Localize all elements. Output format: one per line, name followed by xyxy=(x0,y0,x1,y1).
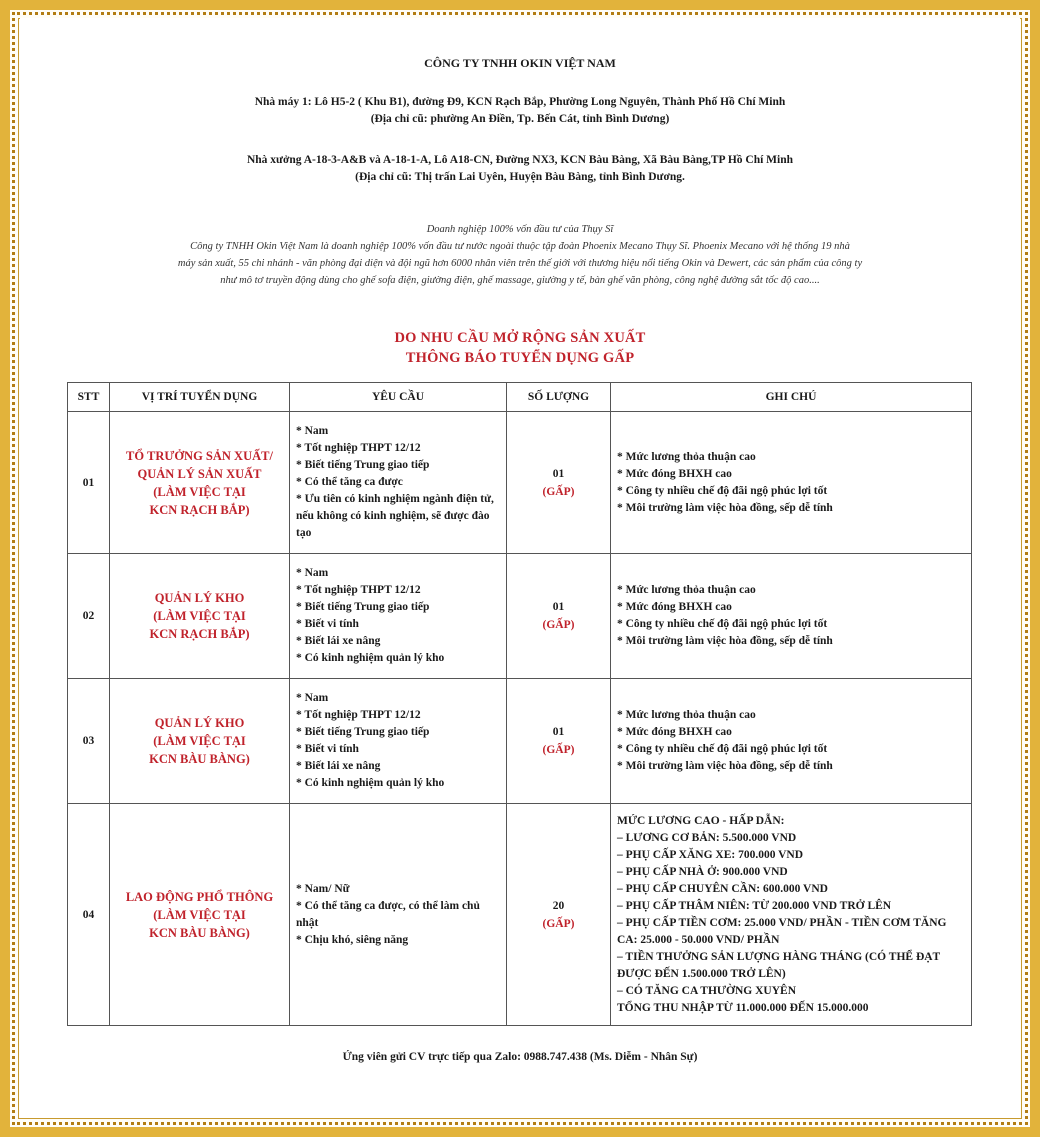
row-stt: 02 xyxy=(68,554,110,679)
requirement-item: * Biết lái xe nâng xyxy=(296,760,381,772)
row-stt: 01 xyxy=(68,412,110,554)
intro-line-2: Công ty TNHH Okin Việt Nam là doanh nghiệp 100% vốn đầu tư nước ngoài thuộc tập đoàn Phoenix Mecano Thụy Sĩ. Phoenix Mecano với hệ thống 19 nhà xyxy=(190,241,850,252)
row-requirements xyxy=(290,554,507,679)
requirement-item: * Nam xyxy=(296,567,329,579)
table-row xyxy=(68,804,972,1026)
requirement-item: * Nam xyxy=(296,425,329,437)
quantity-value: 01 xyxy=(552,601,565,613)
requirement-item: * Chịu khó, siêng năng xyxy=(296,933,409,946)
requirement-item: * Biết tiếng Trung giao tiếp xyxy=(296,726,430,738)
intro-line-3: máy sản xuất, 55 chi nhánh - văn phòng đại diện và đội ngũ hơn 6000 nhân viên trên thế giới với thương hiệu nổi tiếng Okin và Dewert, các sản phẩm của công ty xyxy=(177,258,863,269)
row-quantity xyxy=(507,554,611,679)
header-requirements: YÊU CẦU xyxy=(290,383,507,412)
row-position xyxy=(110,679,290,804)
requirement-item: * Có kinh nghiệm quản lý kho xyxy=(296,652,445,664)
requirement-item: * Ưu tiên có kinh nghiệm ngành điện tử, nếu không có kinh nghiệm, sẽ được đào tạo xyxy=(296,493,494,539)
requirement-item: * Biết lái xe nâng xyxy=(296,635,381,647)
header-quantity: SỐ LƯỢNG xyxy=(507,383,611,412)
row-position xyxy=(110,412,290,554)
note-item: – PHỤ CẤP THÂM NIÊN: TỪ 200.000 VND TRỞ LÊN xyxy=(617,899,892,912)
row-requirements xyxy=(290,679,507,804)
position-line: KCN RẠCH BẮP) xyxy=(149,502,250,517)
requirement-item: * Biết tiếng Trung giao tiếp xyxy=(296,601,430,613)
note-item: * Mức lương thỏa thuận cao xyxy=(617,584,756,596)
intro-line-4: như mô tơ truyền động dùng cho ghế sofa điện, giường điện, ghế massage, giường y tế, bàn ghế văn phòng, công nghệ đường sắt tốc độ cao.... xyxy=(220,275,820,286)
company-introduction xyxy=(60,221,980,289)
note-item: * Công ty nhiều chế độ đãi ngộ phúc lợi tốt xyxy=(617,484,828,497)
intro-line-1: Doanh nghiệp 100% vốn đầu tư của Thụy Sĩ xyxy=(426,224,614,235)
requirement-item: * Có thể tăng ca được, có thể làm chủ nhật xyxy=(296,899,480,929)
urgent-label: (GẤP) xyxy=(542,744,575,756)
requirement-item: * Nam xyxy=(296,692,329,704)
requirement-item: * Có thể tăng ca được xyxy=(296,476,403,488)
table-row xyxy=(68,412,972,554)
row-stt: 04 xyxy=(68,804,110,1026)
table-header-row xyxy=(68,383,972,412)
requirement-item: * Nam/ Nữ xyxy=(296,882,350,895)
note-item: – TIỀN THƯỞNG SẢN LƯỢNG HÀNG THÁNG (CÓ THỂ ĐẠT ĐƯỢC ĐẾN 1.500.000 TRỞ LÊN) xyxy=(617,950,941,980)
position-line: KCN RẠCH BẮP) xyxy=(149,627,250,641)
position-line: QUẢN LÝ KHO xyxy=(154,591,245,605)
job-posting-document xyxy=(20,18,1020,1118)
row-requirements xyxy=(290,412,507,554)
requirement-item: * Biết tiếng Trung giao tiếp xyxy=(296,459,430,471)
factory-2-line-2: (Địa chỉ cũ: Thị trấn Lai Uyên, Huyện Bàu Bàng, tỉnh Bình Dương. xyxy=(355,171,685,183)
job-openings-table xyxy=(67,382,972,1026)
note-item: – PHỤ CẤP CHUYÊN CẦN: 600.000 VND xyxy=(617,882,828,895)
note-item: – CÓ TĂNG CA THƯỜNG XUYÊN xyxy=(617,984,797,997)
table-row xyxy=(68,554,972,679)
urgent-label: (GẤP) xyxy=(542,917,575,930)
note-item: * Công ty nhiều chế độ đãi ngộ phúc lợi tốt xyxy=(617,618,828,630)
note-item: – LƯƠNG CƠ BẢN: 5.500.000 VND xyxy=(617,831,797,844)
urgent-label: (GẤP) xyxy=(542,619,575,631)
quantity-value: 01 xyxy=(552,467,565,480)
note-item: TỔNG THU NHẬP TỪ 11.000.000 ĐẾN 15.000.000 xyxy=(617,1001,869,1014)
row-quantity xyxy=(507,804,611,1026)
row-notes xyxy=(611,679,972,804)
note-item: * Công ty nhiều chế độ đãi ngộ phúc lợi tốt xyxy=(617,743,828,755)
row-position xyxy=(110,804,290,1026)
urgent-label: (GẤP) xyxy=(542,485,575,498)
position-line: (LÀM VIỆC TẠI xyxy=(153,609,246,623)
headline-line-2: THÔNG BÁO TUYỂN DỤNG GẤP xyxy=(405,350,635,366)
headline-line-1: DO NHU CẦU MỞ RỘNG SẢN XUẤT xyxy=(394,330,646,346)
factory-1-line-1: Nhà máy 1: Lô H5-2 ( Khu B1), đường Đ9, KCN Rạch Bắp, Phường Long Nguyên, Thành Phố Hồ Chí Minh xyxy=(254,96,786,108)
table-row xyxy=(68,679,972,804)
note-item: * Môi trường làm việc hòa đồng, sếp dễ tính xyxy=(617,760,833,772)
note-item: * Mức lương thỏa thuận cao xyxy=(617,709,756,721)
factory-2-line-1: Nhà xưởng A-18-3-A&B và A-18-1-A, Lô A18-CN, Đường NX3, KCN Bàu Bàng, Xã Bàu Bàng,TP Hồ Chí Minh xyxy=(246,154,794,166)
row-quantity xyxy=(507,412,611,554)
requirement-item: * Biết vi tính xyxy=(296,618,359,630)
note-item: * Mức đóng BHXH cao xyxy=(617,601,732,613)
company-name: CÔNG TY TNHH OKIN VIỆT NAM xyxy=(424,56,616,70)
requirement-item: * Tốt nghiệp THPT 12/12 xyxy=(296,709,421,721)
row-requirements xyxy=(290,804,507,1026)
header-stt: STT xyxy=(68,383,110,412)
position-line: TỔ TRƯỞNG SẢN XUẤT/ xyxy=(126,448,273,463)
position-line: QUẢN LÝ SẢN XUẤT xyxy=(137,466,262,481)
factory-2-address xyxy=(20,152,1020,186)
contact-footer: Ứng viên gửi CV trực tiếp qua Zalo: 0988.747.438 (Ms. Diễm - Nhân Sự) xyxy=(342,1051,698,1063)
header-position: VỊ TRÍ TUYỂN DỤNG xyxy=(110,383,290,412)
row-notes xyxy=(611,804,972,1026)
note-item: – PHỤ CẤP TIỀN CƠM: 25.000 VND/ PHẦN - TIỀN CƠM TĂNG CA: 25.000 - 50.000 VND/ PHẦN xyxy=(617,916,947,946)
note-item: * Mức đóng BHXH cao xyxy=(617,726,732,738)
note-item: – PHỤ CẤP NHÀ Ở: 900.000 VND xyxy=(617,865,788,878)
requirement-item: * Có kinh nghiệm quản lý kho xyxy=(296,777,445,789)
position-line: QUẢN LÝ KHO xyxy=(154,716,245,730)
position-line: (LÀM VIỆC TẠI xyxy=(153,484,246,499)
row-quantity xyxy=(507,679,611,804)
note-item: MỨC LƯƠNG CAO - HẤP DẪN: xyxy=(617,814,785,827)
row-notes xyxy=(611,412,972,554)
note-item: * Môi trường làm việc hòa đồng, sếp dễ tính xyxy=(617,635,833,647)
factory-1-line-2: (Địa chỉ cũ: phường An Điền, Tp. Bến Cát, tỉnh Bình Dương) xyxy=(370,113,670,125)
quantity-value: 01 xyxy=(552,726,565,738)
requirement-item: * Tốt nghiệp THPT 12/12 xyxy=(296,584,421,596)
requirement-item: * Biết vi tính xyxy=(296,743,359,755)
note-item: * Mức lương thỏa thuận cao xyxy=(617,450,756,463)
position-line: LAO ĐỘNG PHỔ THÔNG xyxy=(125,889,274,904)
quantity-value: 20 xyxy=(552,899,565,912)
row-position xyxy=(110,554,290,679)
note-item: * Mức đóng BHXH cao xyxy=(617,467,732,480)
factory-1-address xyxy=(20,94,1020,128)
position-line: (LÀM VIỆC TẠI xyxy=(153,907,246,922)
row-stt: 03 xyxy=(68,679,110,804)
position-line: KCN BÀU BÀNG) xyxy=(149,752,250,766)
position-line: (LÀM VIỆC TẠI xyxy=(153,734,246,748)
note-item: * Môi trường làm việc hòa đồng, sếp dễ tính xyxy=(617,501,833,514)
row-notes xyxy=(611,554,972,679)
header-notes: GHI CHÚ xyxy=(611,383,972,412)
requirement-item: * Tốt nghiệp THPT 12/12 xyxy=(296,442,421,454)
position-line: KCN BÀU BÀNG) xyxy=(149,925,250,940)
note-item: – PHỤ CẤP XĂNG XE: 700.000 VND xyxy=(617,848,804,861)
